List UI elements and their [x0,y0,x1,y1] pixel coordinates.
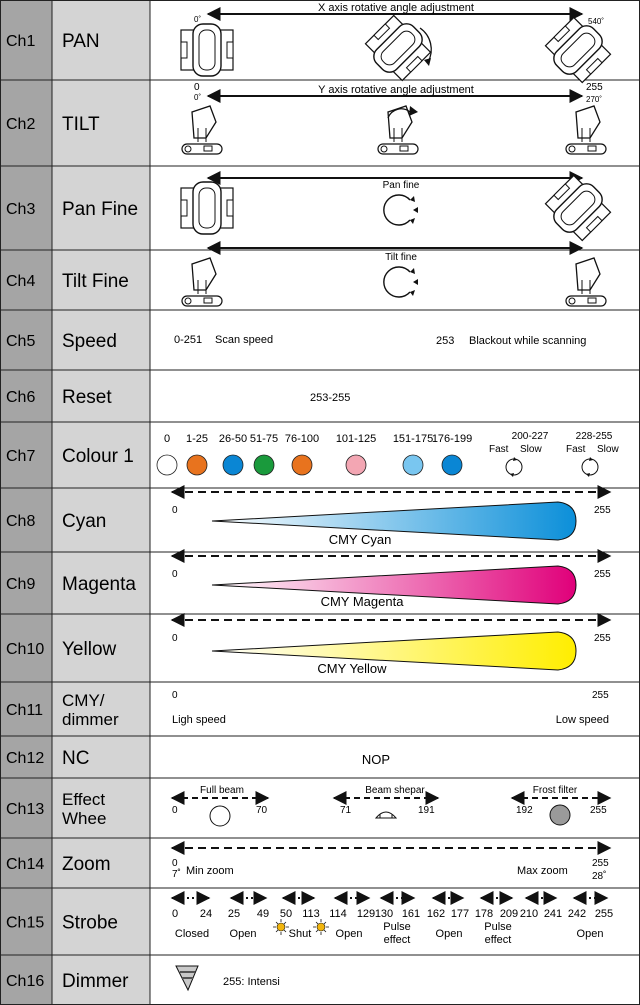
channel-number: Ch4 [6,273,36,290]
channel-number: Ch16 [6,973,45,990]
cyan-label: CMY Cyan [328,532,392,547]
channel-function-line2: dimmer [62,710,119,729]
strobe-pulse-1a: Pulse [383,921,411,933]
magenta-row [172,556,611,609]
cmy-right: Low speed [555,714,609,726]
cyan-row [172,492,611,547]
channel-number: Ch15 [6,914,45,932]
channel-function: Colour 1 [62,446,134,467]
pan-rotated-head-icon [361,11,435,85]
channel-function: Speed [62,331,117,352]
cmy-v0: 0 [172,690,178,701]
colour-range-200: 200-227 [511,431,549,442]
yellow-v0: 0 [172,633,178,644]
frost-filter-icon [550,805,570,825]
tilt-v0: 0 [194,82,200,93]
channel-number: Ch11 [6,702,44,719]
pan-head-icon [181,24,233,76]
sun-icon-1 [273,919,289,935]
cmy-left: Ligh speed [172,714,226,726]
zoom-7deg: 7˚ [172,869,181,880]
cmy-v255: 255 [592,690,609,701]
channel-number: Ch7 [6,448,36,465]
channel-function: Effect [62,790,106,809]
pan-row [181,2,615,87]
colour-range: 51-75 [249,433,279,445]
channel-function: PAN [62,31,100,52]
full-beam-icon [210,806,230,826]
strobe-value: 114 [329,908,347,920]
magenta-v255: 255 [594,569,611,580]
effect-shepar: Beam shepar [365,785,425,796]
dimmer-label: 255: Intensi [223,976,280,988]
strobe-value: 209 [499,908,519,920]
effect-v192: 192 [516,805,533,816]
channel-number: Ch1 [6,33,36,50]
channel-number: Ch2 [6,116,36,133]
colour-dot [187,455,207,475]
strobe-open-4: Open [576,928,604,940]
colour-range-228: 228-255 [575,431,613,442]
tiltfine-row [182,248,606,306]
strobe-open-3: Open [435,928,463,940]
tilt-0deg: 0˚ [194,93,202,102]
effect-full: Full beam [200,785,244,796]
colour-range: 101-125 [335,433,377,445]
strobe-value: 162 [426,908,446,920]
speed-text1: Scan speed [215,334,274,346]
pan-label: X axis rotative angle adjustment [318,2,474,14]
strobe-value: 50 [279,908,293,920]
channel-function: NC [62,748,90,769]
channel-number: Ch6 [6,389,36,406]
cyan-wedge [212,502,576,540]
panfine-head-icon [181,182,233,234]
effect-row [172,785,610,826]
strobe-pulse-2a: Pulse [484,921,512,933]
channel-number: Ch8 [6,513,36,530]
colour-range: 26-50 [218,433,248,445]
channel-function: Dimmer [62,971,129,992]
strobe-value: 177 [450,908,470,920]
zoom-min: Min zoom [186,865,234,877]
channel-number: Ch9 [6,576,36,593]
colour-dot [254,455,274,475]
strobe-pulse-2b: effect [484,934,512,946]
strobe-value: 210 [519,908,539,920]
tiltfine-head2-icon [566,258,606,306]
panfine-head-rot-icon [541,171,615,245]
strobe-value: 242 [567,908,587,920]
colour-range: 0 [163,433,171,445]
colour-fast-1: Fast [489,444,509,455]
strobe-value: 178 [474,908,494,920]
tilt-label: Y axis rotative angle adjustment [318,84,474,96]
strobe-closed: Closed [174,928,210,940]
channel-number: Ch3 [6,201,36,218]
tiltfine-rotate-icon [384,267,418,297]
strobe-open-1: Open [229,928,257,940]
zoom-max: Max zoom [517,865,568,877]
colour-slow-2: Slow [597,444,619,455]
speed-range2: 253 [436,335,455,347]
zoom-v0: 0 [172,858,178,869]
strobe-value: 0 [171,908,179,920]
colour-range: 151-175 [392,433,434,445]
strobe-value: 255 [594,908,614,920]
yellow-wedge [212,632,576,670]
cyan-v0: 0 [172,505,178,516]
yellow-label: CMY Yellow [317,661,387,676]
speed-text2: Blackout while scanning [469,335,587,347]
channel-number: Ch10 [6,641,45,658]
zoom-row [172,848,610,882]
effect-v70: 70 [256,805,268,816]
effect-v0: 0 [172,805,178,816]
channel-number: Ch5 [6,333,36,350]
strobe-value: 49 [256,908,270,920]
pan-540deg: 540˚ [588,17,605,26]
channel-number: Ch12 [6,750,45,767]
tilt-v255: 255 [586,82,603,93]
strobe-value: 113 [302,908,320,920]
sun-icon-2 [313,919,329,935]
colour-range: 1-25 [185,433,209,445]
strobe-pulse-1b: effect [383,934,411,946]
channel-function: Yellow [62,639,117,660]
strobe-value: 130 [374,908,394,920]
channel-function-line2: Whee [62,809,107,828]
channel-function: CMY/ [62,691,105,710]
dimmer-row [176,966,280,990]
channel-function: TILT [62,114,100,135]
tilt-row [182,82,606,154]
strobe-value: 161 [401,908,421,920]
effect-v191: 191 [418,805,435,816]
colour-dot [223,455,243,475]
nc-label: NOP [361,752,391,767]
colour-slow-1: Slow [520,444,542,455]
speed-row [174,334,586,347]
colour-dot [157,455,177,475]
channel-function: Zoom [62,854,111,875]
cmy-row [172,690,609,726]
strobe-row [172,898,613,946]
strobe-shut: Shut [288,928,312,940]
panfine-rotate-icon [384,195,418,225]
beam-shaper-icon [376,812,396,818]
colour-range: 76-100 [284,433,320,445]
colour-dot [346,455,366,475]
colour-dot [442,455,462,475]
strobe-value: 129 [356,908,376,920]
channel-function: Strobe [62,912,118,934]
tiltfine-head-icon [182,258,222,306]
colour-dot [403,455,423,475]
colour-rotate-icon-1 [506,459,522,475]
magenta-label: CMY Magenta [320,594,404,609]
channel-column [0,0,52,1005]
channel-number: Ch13 [6,801,45,818]
effect-v255: 255 [590,805,607,816]
cyan-v255: 255 [594,505,611,516]
channel-function: Reset [62,387,112,408]
strobe-value: 24 [199,908,213,920]
effect-frost: Frost filter [532,785,578,796]
yellow-row [172,620,611,676]
tilt-head-270-icon [566,106,606,154]
tiltfine-label: Tilt fine [385,252,417,263]
channel-function: Magenta [62,574,136,595]
zoom-v255: 255 [592,858,609,869]
channel-number: Ch14 [6,856,45,873]
panfine-row [181,171,615,245]
magenta-v0: 0 [172,569,178,580]
zoom-28deg: 28˚ [592,871,607,882]
channel-function: Cyan [62,511,107,532]
colour-row [157,431,619,477]
colour-range: 176-199 [431,433,473,445]
colour-dot [292,455,312,475]
strobe-open-2: Open [335,928,363,940]
colour-rotate-icon-2 [582,459,598,475]
colour-fast-2: Fast [566,444,586,455]
speed-range1: 0-251 [174,334,203,346]
channel-function: Tilt Fine [62,271,129,292]
strobe-value: 241 [543,908,563,920]
tilt-270deg: 270˚ [586,95,603,104]
yellow-v255: 255 [594,633,611,644]
effect-v71: 71 [340,805,352,816]
reset-range: 253-255 [310,392,351,404]
channel-function: Pan Fine [62,199,139,220]
tilt-head-0-icon [182,106,222,154]
panfine-label: Pan fine [382,180,420,191]
pan-0deg: 0˚ [194,15,202,24]
strobe-value: 25 [227,908,241,920]
